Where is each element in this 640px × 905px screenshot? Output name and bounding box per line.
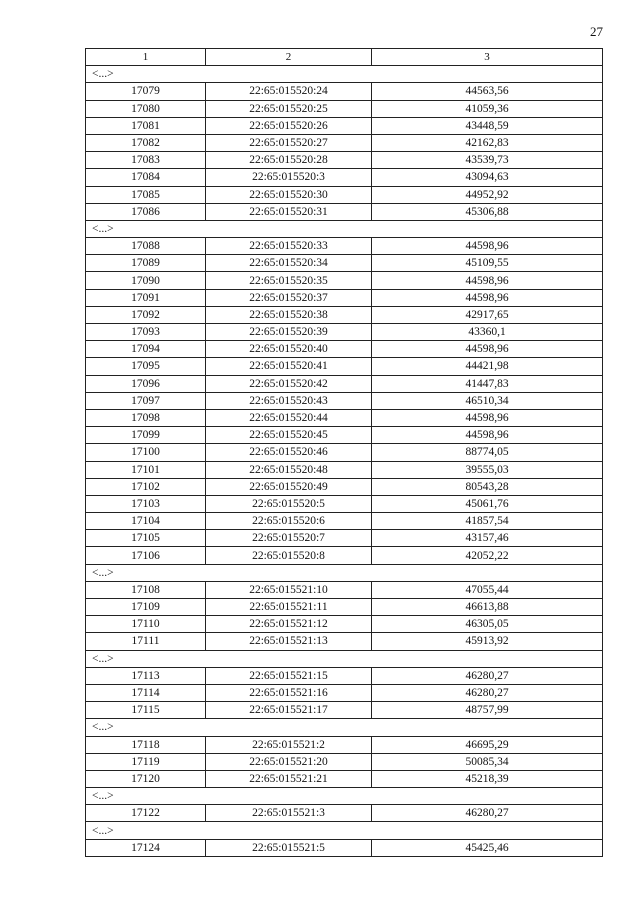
table-row bbox=[86, 805, 603, 822]
cadastral-number-cell: 22:65:015520:42 bbox=[206, 375, 372, 392]
cadastral-number-cell: 22:65:015520:49 bbox=[206, 478, 372, 495]
row-number-cell: 17097 bbox=[86, 392, 206, 409]
value-cell: 44598,96 bbox=[372, 272, 603, 289]
cadastral-number-cell: 22:65:015520:3 bbox=[206, 169, 372, 186]
header-col-1: 1 bbox=[86, 49, 206, 66]
table-row bbox=[86, 736, 603, 753]
table-row bbox=[86, 152, 603, 169]
row-number-cell: 17104 bbox=[86, 513, 206, 530]
value-cell: 43448,59 bbox=[372, 117, 603, 134]
table-row bbox=[86, 83, 603, 100]
cadastral-number-cell: 22:65:015521:12 bbox=[206, 616, 372, 633]
cadastral-number-cell: 22:65:015520:31 bbox=[206, 203, 372, 220]
value-cell: 46305,05 bbox=[372, 616, 603, 633]
value-cell: 45109,55 bbox=[372, 255, 603, 272]
table-row bbox=[86, 513, 603, 530]
value-cell: 39555,03 bbox=[372, 461, 603, 478]
row-number-cell: 17101 bbox=[86, 461, 206, 478]
table-row bbox=[86, 358, 603, 375]
cadastral-number-cell: 22:65:015521:17 bbox=[206, 702, 372, 719]
cadastral-number-cell: 22:65:015520:7 bbox=[206, 530, 372, 547]
cadastral-number-cell: 22:65:015520:45 bbox=[206, 427, 372, 444]
row-number-cell: 17080 bbox=[86, 100, 206, 117]
cadastral-number-cell: 22:65:015521:13 bbox=[206, 633, 372, 650]
row-number-cell: 17081 bbox=[86, 117, 206, 134]
cadastral-number-cell: 22:65:015520:39 bbox=[206, 324, 372, 341]
row-number-cell: 17090 bbox=[86, 272, 206, 289]
cadastral-number-cell: 22:65:015520:24 bbox=[206, 83, 372, 100]
row-number-cell: 17109 bbox=[86, 599, 206, 616]
table-body bbox=[86, 66, 603, 857]
row-number-cell: 17111 bbox=[86, 633, 206, 650]
cadastral-number-cell: 22:65:015520:38 bbox=[206, 306, 372, 323]
table-row bbox=[86, 409, 603, 426]
table-header bbox=[86, 49, 603, 66]
table-row bbox=[86, 134, 603, 151]
row-number-cell: 17100 bbox=[86, 444, 206, 461]
row-number-cell: 17098 bbox=[86, 409, 206, 426]
cadastral-number-cell: 22:65:015520:5 bbox=[206, 495, 372, 512]
table-row bbox=[86, 839, 603, 856]
value-cell: 50085,34 bbox=[372, 753, 603, 770]
table-row bbox=[86, 203, 603, 220]
value-cell: 44563,56 bbox=[372, 83, 603, 100]
value-cell: 46695,29 bbox=[372, 736, 603, 753]
table-row bbox=[86, 633, 603, 650]
value-cell: 44598,96 bbox=[372, 289, 603, 306]
cadastral-number-cell: 22:65:015521:20 bbox=[206, 753, 372, 770]
cadastral-number-cell: 22:65:015520:33 bbox=[206, 238, 372, 255]
value-cell: 44598,96 bbox=[372, 427, 603, 444]
value-cell: 46280,27 bbox=[372, 684, 603, 701]
cadastral-number-cell: 22:65:015520:48 bbox=[206, 461, 372, 478]
table-row bbox=[86, 495, 603, 512]
value-cell: 48757,99 bbox=[372, 702, 603, 719]
cadastral-number-cell: 22:65:015521:15 bbox=[206, 667, 372, 684]
table-row bbox=[86, 289, 603, 306]
row-number-cell: 17096 bbox=[86, 375, 206, 392]
table-row bbox=[86, 117, 603, 134]
omission-marker: <...> bbox=[86, 66, 603, 83]
header-row bbox=[86, 49, 603, 66]
omission-marker: <...> bbox=[86, 719, 603, 736]
cadastral-number-cell: 22:65:015520:44 bbox=[206, 409, 372, 426]
value-cell: 80543,28 bbox=[372, 478, 603, 495]
omission-row bbox=[86, 788, 603, 805]
row-number-cell: 17092 bbox=[86, 306, 206, 323]
value-cell: 44952,92 bbox=[372, 186, 603, 203]
value-cell: 43360,1 bbox=[372, 324, 603, 341]
cadastral-number-cell: 22:65:015520:43 bbox=[206, 392, 372, 409]
value-cell: 42162,83 bbox=[372, 134, 603, 151]
omission-marker: <...> bbox=[86, 822, 603, 839]
cadastral-number-cell: 22:65:015520:25 bbox=[206, 100, 372, 117]
row-number-cell: 17083 bbox=[86, 152, 206, 169]
row-number-cell: 17095 bbox=[86, 358, 206, 375]
row-number-cell: 17099 bbox=[86, 427, 206, 444]
table-row bbox=[86, 255, 603, 272]
row-number-cell: 17086 bbox=[86, 203, 206, 220]
table-row bbox=[86, 341, 603, 358]
cadastral-number-cell: 22:65:015521:10 bbox=[206, 581, 372, 598]
row-number-cell: 17118 bbox=[86, 736, 206, 753]
value-cell: 41059,36 bbox=[372, 100, 603, 117]
row-number-cell: 17122 bbox=[86, 805, 206, 822]
table-row bbox=[86, 616, 603, 633]
row-number-cell: 17113 bbox=[86, 667, 206, 684]
row-number-cell: 17084 bbox=[86, 169, 206, 186]
omission-row bbox=[86, 719, 603, 736]
table-row bbox=[86, 753, 603, 770]
omission-row bbox=[86, 220, 603, 237]
omission-row bbox=[86, 650, 603, 667]
cadastral-number-cell: 22:65:015521:5 bbox=[206, 839, 372, 856]
omission-row bbox=[86, 822, 603, 839]
header-col-2: 2 bbox=[206, 49, 372, 66]
cadastral-number-cell: 22:65:015520:37 bbox=[206, 289, 372, 306]
table-row bbox=[86, 100, 603, 117]
value-cell: 44598,96 bbox=[372, 409, 603, 426]
cadastral-number-cell: 22:65:015520:28 bbox=[206, 152, 372, 169]
table-row bbox=[86, 444, 603, 461]
row-number-cell: 17119 bbox=[86, 753, 206, 770]
row-number-cell: 17082 bbox=[86, 134, 206, 151]
cadastral-number-cell: 22:65:015521:16 bbox=[206, 684, 372, 701]
row-number-cell: 17102 bbox=[86, 478, 206, 495]
row-number-cell: 17089 bbox=[86, 255, 206, 272]
cadastral-number-cell: 22:65:015520:40 bbox=[206, 341, 372, 358]
table-row bbox=[86, 186, 603, 203]
cadastral-number-cell: 22:65:015520:35 bbox=[206, 272, 372, 289]
table-row bbox=[86, 461, 603, 478]
table-row bbox=[86, 169, 603, 186]
value-cell: 46280,27 bbox=[372, 667, 603, 684]
value-cell: 45913,92 bbox=[372, 633, 603, 650]
value-cell: 42052,22 bbox=[372, 547, 603, 564]
value-cell: 45425,46 bbox=[372, 839, 603, 856]
omission-marker: <...> bbox=[86, 564, 603, 581]
row-number-cell: 17103 bbox=[86, 495, 206, 512]
data-table bbox=[85, 48, 603, 857]
value-cell: 88774,05 bbox=[372, 444, 603, 461]
table-row bbox=[86, 530, 603, 547]
value-cell: 45218,39 bbox=[372, 770, 603, 787]
row-number-cell: 17088 bbox=[86, 238, 206, 255]
row-number-cell: 17120 bbox=[86, 770, 206, 787]
row-number-cell: 17105 bbox=[86, 530, 206, 547]
cadastral-number-cell: 22:65:015520:8 bbox=[206, 547, 372, 564]
value-cell: 43539,73 bbox=[372, 152, 603, 169]
cadastral-number-cell: 22:65:015520:6 bbox=[206, 513, 372, 530]
cadastral-number-cell: 22:65:015520:41 bbox=[206, 358, 372, 375]
value-cell: 44598,96 bbox=[372, 341, 603, 358]
cadastral-number-cell: 22:65:015520:30 bbox=[206, 186, 372, 203]
header-col-3: 3 bbox=[372, 49, 603, 66]
cadastral-number-cell: 22:65:015521:2 bbox=[206, 736, 372, 753]
table-row bbox=[86, 375, 603, 392]
row-number-cell: 17115 bbox=[86, 702, 206, 719]
table-row bbox=[86, 770, 603, 787]
table-row bbox=[86, 667, 603, 684]
value-cell: 45306,88 bbox=[372, 203, 603, 220]
omission-marker: <...> bbox=[86, 650, 603, 667]
value-cell: 46280,27 bbox=[372, 805, 603, 822]
table-row bbox=[86, 324, 603, 341]
table-row bbox=[86, 684, 603, 701]
page-number: 27 bbox=[590, 24, 603, 39]
row-number-cell: 17106 bbox=[86, 547, 206, 564]
table-row bbox=[86, 272, 603, 289]
cadastral-number-cell: 22:65:015521:3 bbox=[206, 805, 372, 822]
table-row bbox=[86, 392, 603, 409]
omission-marker: <...> bbox=[86, 220, 603, 237]
cadastral-number-cell: 22:65:015520:27 bbox=[206, 134, 372, 151]
table-row bbox=[86, 427, 603, 444]
table-row bbox=[86, 478, 603, 495]
value-cell: 41447,83 bbox=[372, 375, 603, 392]
row-number-cell: 17108 bbox=[86, 581, 206, 598]
table-row bbox=[86, 306, 603, 323]
table-row bbox=[86, 599, 603, 616]
row-number-cell: 17124 bbox=[86, 839, 206, 856]
value-cell: 42917,65 bbox=[372, 306, 603, 323]
value-cell: 43094,63 bbox=[372, 169, 603, 186]
cadastral-number-cell: 22:65:015521:11 bbox=[206, 599, 372, 616]
row-number-cell: 17079 bbox=[86, 83, 206, 100]
row-number-cell: 17114 bbox=[86, 684, 206, 701]
table-row bbox=[86, 238, 603, 255]
table-row bbox=[86, 581, 603, 598]
value-cell: 45061,76 bbox=[372, 495, 603, 512]
row-number-cell: 17110 bbox=[86, 616, 206, 633]
cadastral-number-cell: 22:65:015520:46 bbox=[206, 444, 372, 461]
value-cell: 46510,34 bbox=[372, 392, 603, 409]
value-cell: 47055,44 bbox=[372, 581, 603, 598]
value-cell: 46613,88 bbox=[372, 599, 603, 616]
table-row bbox=[86, 702, 603, 719]
omission-row bbox=[86, 564, 603, 581]
value-cell: 44421,98 bbox=[372, 358, 603, 375]
value-cell: 41857,54 bbox=[372, 513, 603, 530]
row-number-cell: 17093 bbox=[86, 324, 206, 341]
cadastral-number-cell: 22:65:015521:21 bbox=[206, 770, 372, 787]
row-number-cell: 17091 bbox=[86, 289, 206, 306]
omission-marker: <...> bbox=[86, 788, 603, 805]
omission-row bbox=[86, 66, 603, 83]
value-cell: 43157,46 bbox=[372, 530, 603, 547]
row-number-cell: 17085 bbox=[86, 186, 206, 203]
value-cell: 44598,96 bbox=[372, 238, 603, 255]
cadastral-number-cell: 22:65:015520:26 bbox=[206, 117, 372, 134]
cadastral-number-cell: 22:65:015520:34 bbox=[206, 255, 372, 272]
row-number-cell: 17094 bbox=[86, 341, 206, 358]
table-row bbox=[86, 547, 603, 564]
